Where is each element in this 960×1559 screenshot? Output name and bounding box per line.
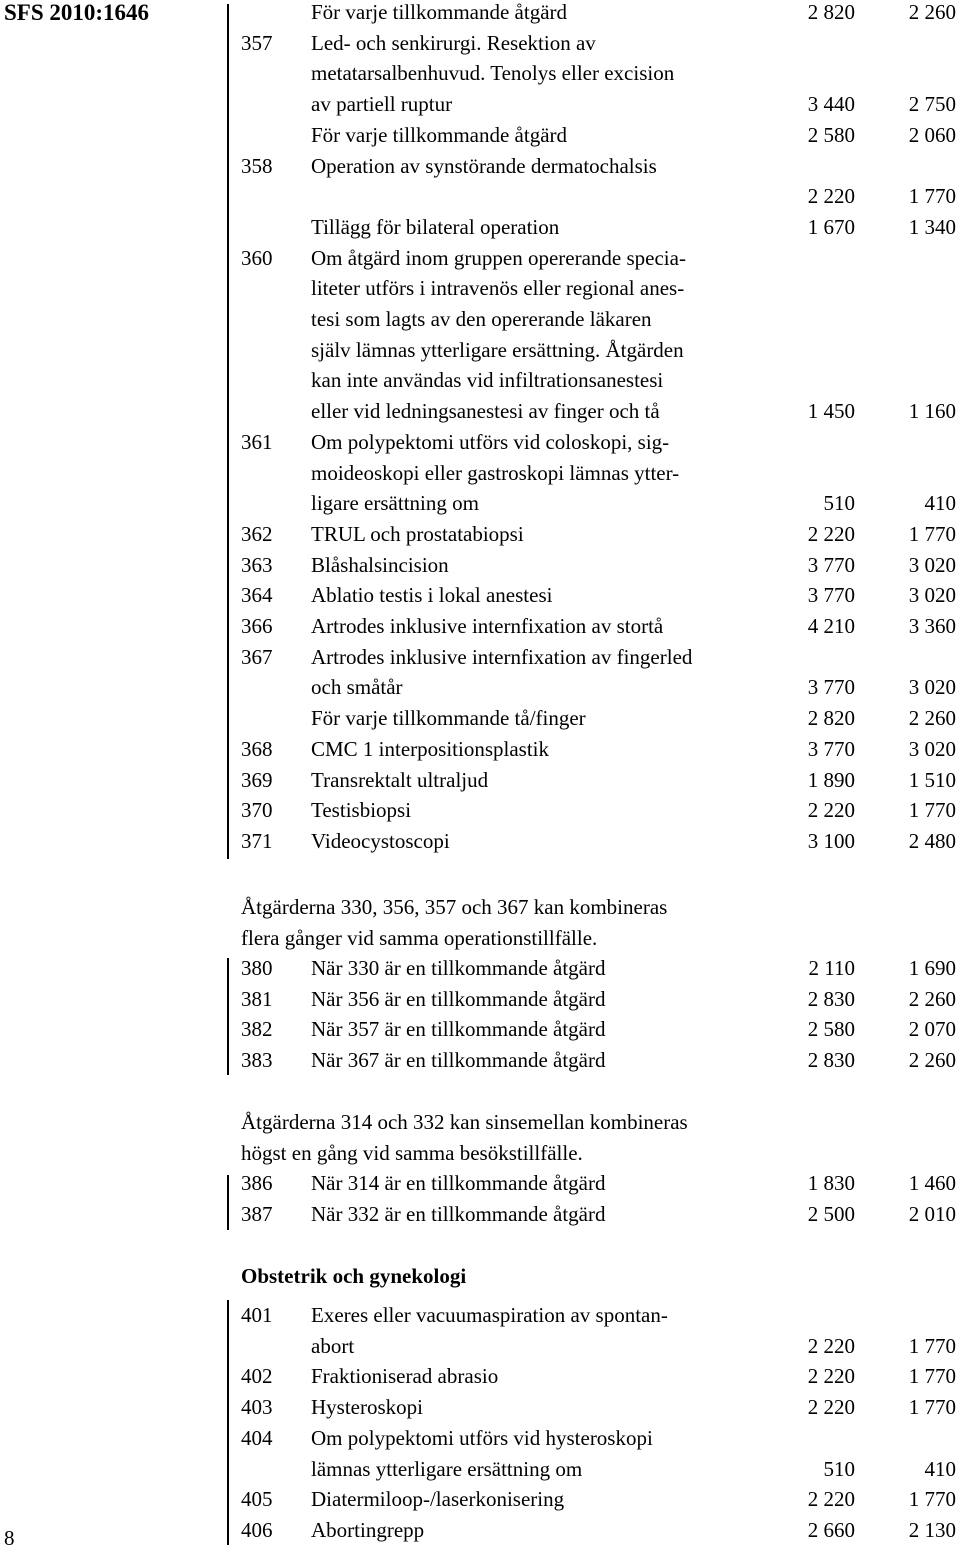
- table-row: [0, 1392, 960, 1422]
- procedure-description: tesi som lagts av den opererande läkaren: [311, 307, 652, 331]
- table-row: [0, 1331, 960, 1361]
- procedure-description: TRUL och prostatabiopsi: [311, 521, 524, 546]
- amount-column-1: 2 500: [807, 1201, 855, 1226]
- procedure-description: När 356 är en tillkommande åtgärd: [311, 986, 606, 1011]
- table-row: [0, 1515, 960, 1545]
- table-row: [0, 365, 960, 395]
- procedure-description: ligare ersättning om: [311, 491, 479, 516]
- table-row: [0, 396, 960, 426]
- procedure-code: 370: [241, 798, 273, 823]
- table-row: [0, 1423, 960, 1453]
- amount-column-2: 3 020: [908, 675, 956, 700]
- amount-column-2: 3 360: [908, 614, 956, 638]
- procedure-description: Fraktioniserad abrasio: [311, 1364, 499, 1389]
- table-row: [0, 519, 960, 549]
- procedure-code: 371: [241, 828, 273, 853]
- table-row: [0, 984, 960, 1014]
- amount-column-2: 1 770: [908, 1364, 956, 1389]
- amount-column-2: 2 260: [908, 986, 956, 1011]
- procedure-description: Om åtgärd inom gruppen opererande specia-: [311, 245, 686, 270]
- procedure-code: 387: [241, 1201, 273, 1226]
- amount-column-1: 510: [823, 1456, 855, 1481]
- procedure-description: lämnas ytterligare ersättning om: [311, 1456, 583, 1481]
- procedure-description: För varje tillkommande tå/finger: [311, 706, 586, 731]
- note-text: Åtgärderna 314 och 332 kan sinsemellan kombineras: [241, 1110, 688, 1134]
- table-row: [0, 1361, 960, 1391]
- table-row: [0, 550, 960, 580]
- amount-column-2: 410: [924, 1456, 956, 1481]
- procedure-code: 380: [241, 956, 273, 980]
- procedure-description: moideoskopi eller gastroskopi lämnas ytter-: [311, 460, 680, 485]
- procedure-description: Artrodes inklusive internfixation av fingerled: [311, 644, 693, 669]
- table-row: [0, 795, 960, 825]
- procedure-code: 366: [241, 614, 273, 638]
- amount-column-1: 3 770: [807, 675, 855, 700]
- amount-column-1: 1 670: [807, 214, 855, 239]
- procedure-code: 358: [241, 153, 273, 178]
- table-row: [0, 243, 960, 273]
- procedure-description: Diatermiloop-/laserkonisering: [311, 1487, 565, 1512]
- amount-column-1: 3 770: [807, 552, 855, 577]
- procedure-description: kan inte användas vid infiltrationsanestesi: [311, 368, 664, 393]
- table-row: [0, 488, 960, 518]
- amount-column-1: 3 440: [807, 92, 855, 117]
- amount-column-2: 1 340: [908, 214, 956, 239]
- amount-column-2: 2 260: [908, 706, 956, 731]
- amount-column-1: 2 220: [807, 521, 855, 546]
- table-row: [0, 427, 960, 457]
- procedure-description: När 332 är en tillkommande åtgärd: [311, 1201, 606, 1226]
- amount-column-1: 2 820: [807, 706, 855, 731]
- procedure-code: 362: [241, 521, 273, 546]
- procedure-code: 361: [241, 429, 273, 454]
- table-row: [0, 273, 960, 303]
- procedure-code: 402: [241, 1364, 273, 1389]
- note-text: högst en gång vid samma besökstillfälle.: [241, 1140, 583, 1165]
- section-heading: Obstetrik och gynekologi: [241, 1264, 467, 1288]
- amount-column-2: 1 690: [908, 956, 956, 980]
- procedure-code: 367: [241, 644, 273, 669]
- procedure-code: 364: [241, 583, 273, 608]
- amount-column-2: 410: [924, 491, 956, 516]
- procedure-code: 405: [241, 1487, 273, 1512]
- amount-column-2: 3 020: [908, 736, 956, 761]
- amount-column-1: 2 220: [807, 1487, 855, 1512]
- procedure-code: 368: [241, 736, 273, 761]
- procedure-description: Videocystoscopi: [311, 828, 450, 853]
- procedure-description: Om polypektomi utförs vid coloskopi, sig-: [311, 429, 670, 454]
- procedure-code: 381: [241, 986, 273, 1011]
- procedure-description: Led- och senkirurgi. Resektion av: [311, 30, 596, 55]
- procedure-code: 403: [241, 1395, 273, 1420]
- procedure-description: Operation av synstörande dermatochalsis: [311, 153, 657, 178]
- table-row: [0, 181, 960, 211]
- amount-column-1: 2 580: [807, 1017, 855, 1042]
- table-row: [0, 58, 960, 88]
- table-row: [0, 304, 960, 334]
- procedure-code: 357: [241, 30, 273, 55]
- amount-column-2: 2 130: [908, 1517, 956, 1542]
- amount-column-2: 2 480: [908, 828, 956, 853]
- note-text: flera gånger vid samma operationstillfälle.: [241, 925, 598, 950]
- table-row: [0, 734, 960, 764]
- procedure-description: abort: [311, 1333, 355, 1358]
- procedure-code: 404: [241, 1425, 273, 1450]
- procedure-description: För varje tillkommande åtgärd: [311, 0, 568, 24]
- table-row: [0, 672, 960, 702]
- amount-column-1: 1 890: [807, 767, 855, 792]
- table-row: [0, 826, 960, 856]
- table-row: [0, 703, 960, 733]
- table-row: [0, 1454, 960, 1484]
- table-row: [0, 1300, 960, 1330]
- amount-column-1: 1 830: [807, 1171, 855, 1195]
- procedure-description: När 367 är en tillkommande åtgärd: [311, 1048, 606, 1073]
- amount-column-1: 2 220: [807, 1333, 855, 1358]
- table-row: [0, 1484, 960, 1514]
- table-row: [0, 580, 960, 610]
- amount-column-2: 1 770: [908, 1333, 956, 1358]
- amount-column-1: 2 220: [807, 1364, 855, 1389]
- table-row: [0, 953, 960, 983]
- amount-column-2: 3 020: [908, 583, 956, 608]
- amount-column-2: 2 070: [908, 1017, 956, 1042]
- table-row: [0, 335, 960, 365]
- procedure-description: När 314 är en tillkommande åtgärd: [311, 1171, 606, 1195]
- amount-column-1: 2 660: [807, 1517, 855, 1542]
- procedure-description: Blåshalsincision: [311, 552, 449, 577]
- amount-column-2: 1 770: [908, 1395, 956, 1420]
- amount-column-2: 1 770: [908, 184, 956, 209]
- amount-column-1: 3 770: [807, 583, 855, 608]
- amount-column-2: 2 010: [908, 1201, 956, 1226]
- procedure-description: Tillägg för bilateral operation: [311, 214, 560, 239]
- procedure-code: 363: [241, 552, 273, 577]
- procedure-description: metatarsalbenhuvud. Tenolys eller excision: [311, 61, 675, 86]
- page-number: 8: [4, 1526, 15, 1550]
- procedure-description: Artrodes inklusive internfixation av stortå: [311, 614, 664, 638]
- table-row: [0, 1045, 960, 1075]
- amount-column-1: 2 220: [807, 798, 855, 823]
- amount-column-1: 2 220: [807, 1395, 855, 1420]
- amount-column-1: 2 110: [808, 956, 855, 980]
- table-row: [0, 642, 960, 672]
- table-row: [0, 765, 960, 795]
- procedure-description: CMC 1 interpositionsplastik: [311, 736, 550, 761]
- procedure-code: 360: [241, 245, 273, 270]
- procedure-description: eller vid ledningsanestesi av finger och tå: [311, 399, 660, 424]
- amount-column-1: 4 210: [807, 614, 855, 638]
- table-row: [0, 1168, 960, 1198]
- amount-column-2: 1 460: [908, 1171, 956, 1195]
- table-row: [0, 28, 960, 58]
- table-row: [0, 120, 960, 150]
- amount-column-1: 510: [823, 491, 855, 516]
- procedure-code: 382: [241, 1017, 273, 1042]
- table-row: [0, 89, 960, 119]
- amount-column-2: 2 060: [908, 122, 956, 147]
- amount-column-1: 2 830: [807, 1048, 855, 1073]
- procedure-description: av partiell ruptur: [311, 92, 453, 117]
- amount-column-2: 2 260: [908, 1048, 956, 1073]
- procedure-description: Ablatio testis i lokal anestesi: [311, 583, 553, 608]
- amount-column-2: 2 750: [908, 92, 956, 117]
- procedure-code: 369: [241, 767, 273, 792]
- procedure-code: 383: [241, 1048, 273, 1073]
- amount-column-1: 2 820: [807, 0, 855, 24]
- table-row: [0, 458, 960, 488]
- amount-column-1: 2 830: [807, 986, 855, 1011]
- procedure-description: När 357 är en tillkommande åtgärd: [311, 1017, 606, 1042]
- amount-column-1: 2 220: [807, 184, 855, 209]
- procedure-code: 401: [241, 1303, 273, 1327]
- procedure-description: För varje tillkommande åtgärd: [311, 122, 568, 147]
- procedure-description: När 330 är en tillkommande åtgärd: [311, 956, 606, 980]
- amount-column-1: 3 770: [807, 736, 855, 761]
- table-row: [0, 611, 960, 641]
- procedure-description: Transrektalt ultraljud: [311, 767, 489, 792]
- sfs-number: SFS 2010:1646: [4, 0, 150, 25]
- table-row: [0, 212, 960, 242]
- amount-column-1: 1 450: [807, 399, 855, 424]
- procedure-description: och småtår: [311, 675, 403, 700]
- procedure-description: själv lämnas ytterligare ersättning. Åtgärden: [311, 337, 684, 362]
- amount-column-2: 1 770: [908, 521, 956, 546]
- table-row: [0, 151, 960, 181]
- amount-column-2: 1 770: [908, 1487, 956, 1512]
- table-row: [0, 0, 960, 27]
- amount-column-2: 1 160: [908, 399, 956, 424]
- procedure-code: 406: [241, 1517, 273, 1542]
- note-text: Åtgärderna 330, 356, 357 och 367 kan kombineras: [241, 895, 668, 919]
- amount-column-1: 2 580: [807, 122, 855, 147]
- procedure-description: Testisbiopsi: [311, 798, 412, 823]
- amount-column-2: 3 020: [908, 552, 956, 577]
- amount-column-2: 2 260: [908, 0, 956, 24]
- procedure-description: Om polypektomi utförs vid hysteroskopi: [311, 1425, 653, 1450]
- procedure-code: 386: [241, 1171, 273, 1195]
- amount-column-2: 1 770: [908, 798, 956, 823]
- amount-column-2: 1 510: [908, 767, 956, 792]
- procedure-description: Exeres eller vacuumaspiration av spontan-: [311, 1303, 668, 1327]
- amount-column-1: 3 100: [807, 828, 855, 853]
- procedure-description: Hysteroskopi: [311, 1395, 423, 1420]
- table-row: [0, 1199, 960, 1229]
- table-row: [0, 1014, 960, 1044]
- procedure-description: Abortingrepp: [311, 1517, 425, 1542]
- procedure-description: liteter utförs i intravenös eller regional anes-: [311, 276, 685, 301]
